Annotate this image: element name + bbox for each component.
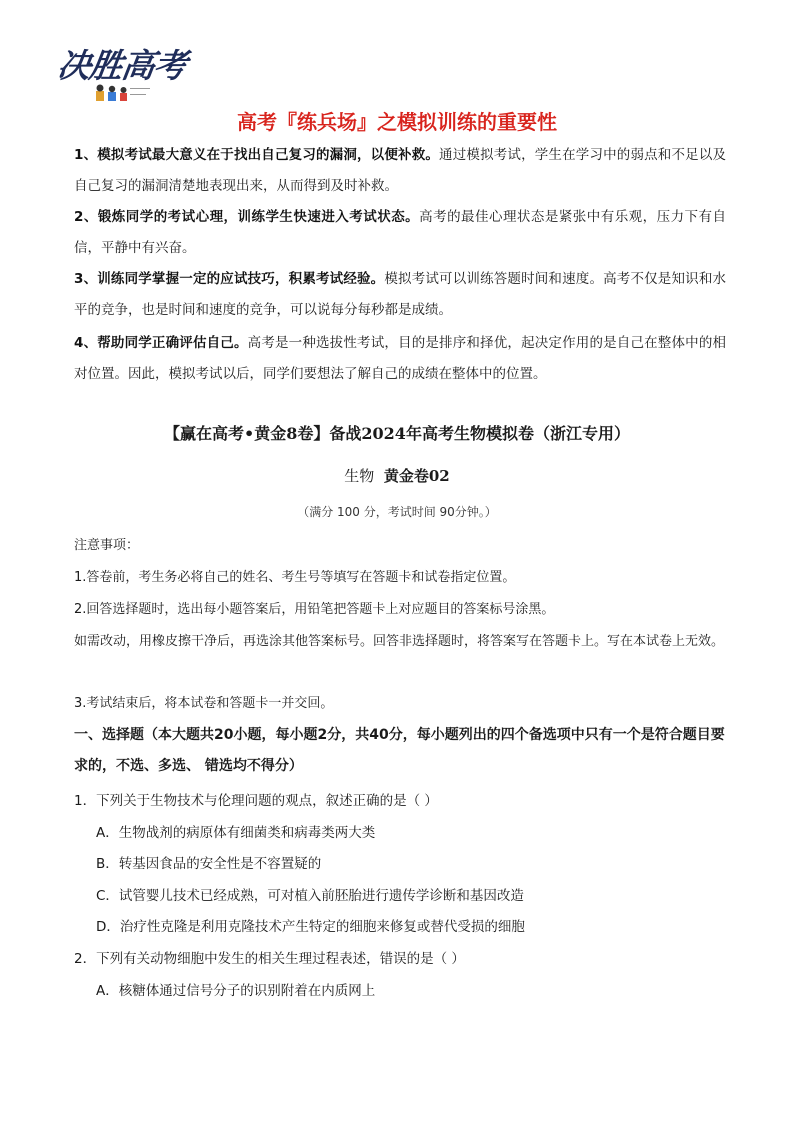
notice-item: 2.回答选择题时，选出每小题答案后，用铅笔把答题卡上对应题目的答案标号涂黑。 xyxy=(74,602,555,617)
intro-point-text: 通过模拟考试，学生在学习中的弱点和不足以及自己复习的漏洞清楚地表现出来，从而得到及时补救。 xyxy=(74,147,726,194)
question-option: A．生物战剂的病原体有细菌类和病毒类两大类 xyxy=(96,825,376,841)
logo-wordmark: 决胜高考 xyxy=(54,46,189,85)
exam-title: 【赢在高考•黄金8卷】备战2024年高考生物模拟卷（浙江专用） xyxy=(164,424,630,443)
section-title: 一、选择题（本大题共20小题，每小题2分，共40分，每小题列出的四个备选项中只有一个是符合题目要求的，不选、多选、 错选均不得分） xyxy=(74,727,725,774)
intro-point-4 xyxy=(74,328,726,390)
graduation-students-icon xyxy=(82,83,162,103)
question-stem: 1．下列关于生物技术与伦理问题的观点，叙述正确的是（ ） xyxy=(74,793,438,809)
intro-point-2 xyxy=(74,202,726,264)
notice-item: 3.考试结束后，将本试卷和答题卡一并交回。 xyxy=(74,696,334,711)
intro-point-1 xyxy=(74,140,726,202)
intro-title: 高考『练兵场』之模拟训练的重要性 xyxy=(237,110,557,134)
notice-heading: 注意事项： xyxy=(74,538,140,553)
exam-paper: 黄金卷02 xyxy=(383,467,450,485)
intro-point-text: 高考是一种选拔性考试，目的是排序和择优，起决定作用的是自己在整体中的相对位置。因此，模拟考试以后，同学们要想法了解自己的成绩在整体中的位置。 xyxy=(74,335,726,382)
intro-point-3 xyxy=(74,264,726,326)
exam-score-note: （满分 100 分，考试时间 90分钟。） xyxy=(297,505,497,519)
question-option: D．治疗性克隆是利用克隆技术产生特定的细胞来修复或替代受损的细胞 xyxy=(96,919,525,935)
intro-point-lead: 3、训练同学掌握一定的应试技巧，积累考试经验。 xyxy=(74,271,385,287)
brand-logo xyxy=(54,40,189,108)
question-option: A．核糖体通过信号分子的识别附着在内质网上 xyxy=(96,983,376,999)
notice-item: 1.答卷前，考生务必将自己的姓名、考生号等填写在答题卡和试卷指定位置。 xyxy=(74,570,516,585)
question-option: C．试管婴儿技术已经成熟，可对植入前胚胎进行遗传学诊断和基因改造 xyxy=(96,888,524,904)
intro-point-lead: 2、锻炼同学的考试心理，训练学生快速进入考试状态。 xyxy=(74,209,420,225)
notice-item: 如需改动，用橡皮擦干净后，再选涂其他答案标号。回答非选择题时，将答案写在答题卡上。写在本试卷上无效。 xyxy=(74,634,725,649)
intro-point-lead: 4、帮助同学正确评估自己。 xyxy=(74,335,248,351)
question-stem: 2．下列有关动物细胞中发生的相关生理过程表述，错误的是（ ） xyxy=(74,951,465,967)
intro-point-text: 高考的最佳心理状态是紧张中有乐观，压力下有自信，平静中有兴奋。 xyxy=(74,209,726,256)
intro-point-text: 模拟考试可以训练答题时间和速度。高考不仅是知识和水平的竞争，也是时间和速度的竞争，可以说每分每秒都是成绩。 xyxy=(74,271,726,318)
intro-point-lead: 1、模拟考试最大意义在于找出自己复习的漏洞，以便补救。 xyxy=(74,147,440,163)
exam-subject: 生物 xyxy=(344,467,375,485)
exam-subtitle xyxy=(0,465,794,486)
question-option: B．转基因食品的安全性是不容置疑的 xyxy=(96,856,322,872)
